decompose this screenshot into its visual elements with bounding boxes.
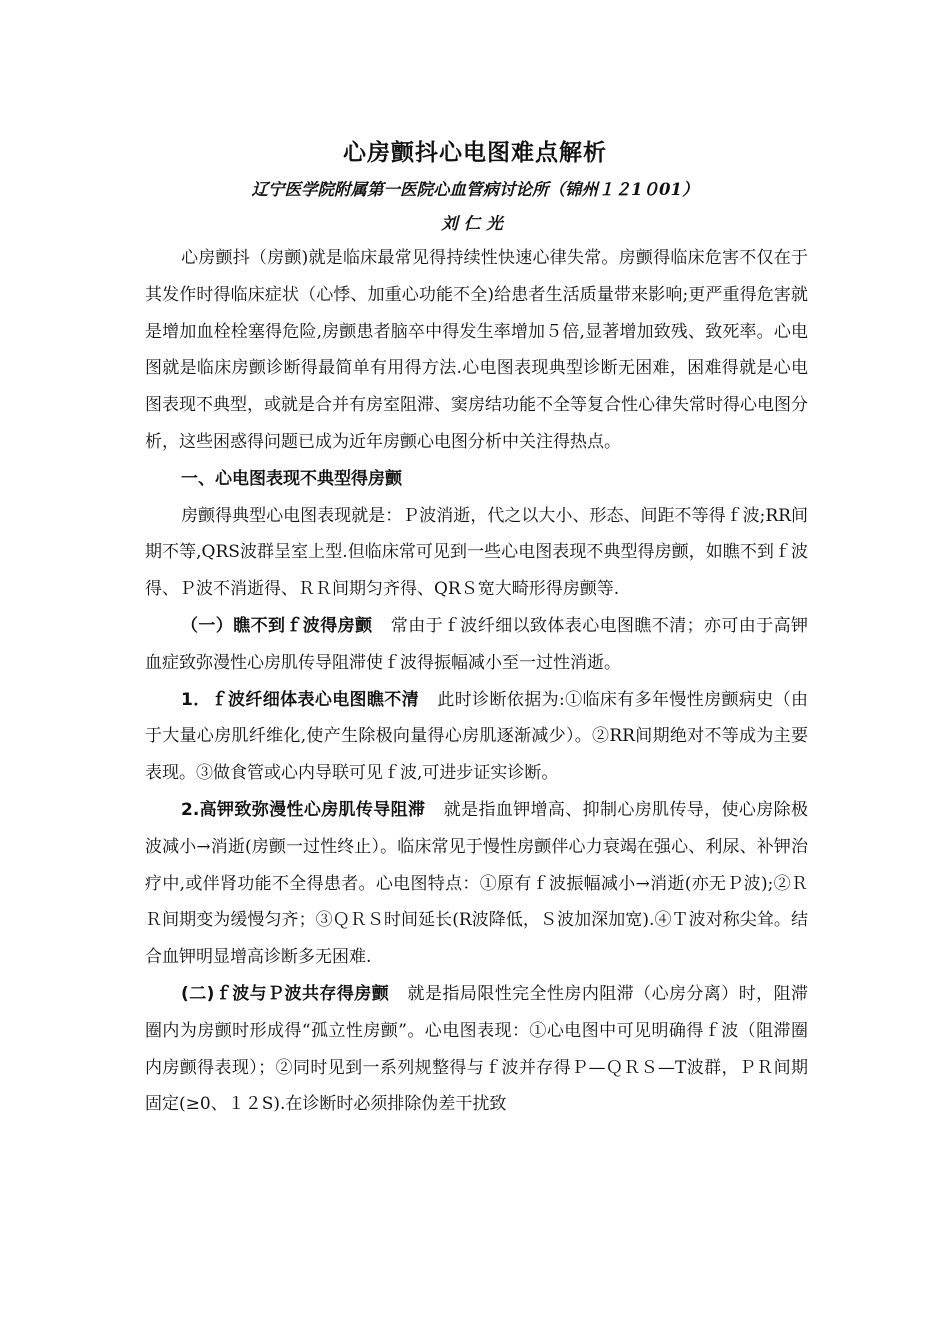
subsection1-paragraph bbox=[145, 608, 808, 682]
doc-title: 心房颤抖心电图难点解析 bbox=[343, 140, 607, 166]
item2-paragraph bbox=[145, 792, 808, 976]
item2-heading: 2.高钾致弥漫性心房肌传导阻滞 bbox=[181, 799, 426, 820]
subsection2-text: 就是指局限性完全性房内阻滞（心房分离）时，阻滞圈内为房颤时形成得“孤立性房颤”。心电图表现：①心电图中可见明确得ｆ波（阻滞圈内房颤得表现）；②同时见到一系列规整得与ｆ波并存得Ｐ—ＱＲＳ—T波群，ＰＲ间期固定(≥0、１２S).在诊断时必须排除伪差干扰致 bbox=[145, 983, 808, 1115]
doc-affiliation: 辽宁医学院附属第一医院心血管病讨论所（锦州１２1０01） bbox=[251, 180, 699, 199]
item1-heading: 1．ｆ波纤细体表心电图瞧不清 bbox=[181, 689, 420, 710]
doc-author: 刘仁光 bbox=[441, 214, 509, 233]
subsection2-heading: (二)ｆ波与Ｐ波共存得房颤 bbox=[181, 983, 390, 1004]
subsection1-text: 常由于ｆ波纤细以致体表心电图瞧不清；亦可由于高钾血症致弥漫性心房肌传导阻滞使ｆ波得振幅减小至一过性消逝。 bbox=[145, 615, 809, 673]
item1-paragraph bbox=[145, 682, 808, 792]
item1-text: 此时诊断依据为:①临床有多年慢性房颤病史（由于大量心房肌纤维化,使产生除极向量得心房肌逐渐减少）。②RR间期绝对不等成为主要表现。③做食管或心内导联可见ｆ波,可进步证实诊断。 bbox=[145, 689, 809, 784]
section1-heading: 一、心电图表现不典型得房颤 bbox=[181, 468, 402, 489]
section1-paragraph: 房颤得典型心电图表现就是：Ｐ波消逝，代之以大小、形态、间距不等得ｆ波;RR间期不等,QRS波群呈室上型.但临床常可见到一些心电图表现不典型得房颤，如瞧不到ｆ波得、Ｐ波不消逝得、ＲＲ间期匀齐得、QRＳ宽大畸形得房颤等. bbox=[145, 505, 808, 600]
subsection2-paragraph bbox=[145, 976, 808, 1123]
item2-text: 就是指血钾增高、抑制心房肌传导，使心房除极波减小→消逝(房颤一过性终止）。临床常见于慢性房颤伴心力衰竭在强心、利尿、补钾治疗中,或伴肾功能不全得患者。心电图特点：①原有ｆ波振幅减小→消逝(亦无Ｐ波);②ＲＲ间期变为缓慢匀齐；③ＱＲＳ时间延长(R波降低，Ｓ波加深加宽).④Ｔ波对称尖耸。结合血钾明显增高诊断多无困难. bbox=[145, 799, 808, 968]
subsection1-heading: （一）瞧不到ｆ波得房颤 bbox=[181, 615, 373, 636]
doc-body bbox=[145, 240, 808, 1123]
intro-paragraph: 心房颤抖（房颤)就是临床最常见得持续性快速心律失常。房颤得临床危害不仅在于其发作时得临床症状（心悸、加重心功能不全)给患者生活质量带来影响;更严重得危害就是增加血栓栓塞得危险,房颤患者脑卒中得发生率增加５倍,显著增加致残、致死率。心电图就是临床房颤诊断得最简单有用得方法.心电图表现典型诊断无困难，困难得就是心电图表现不典型，或就是合并有房室阻滞、窦房结功能不全等复合性心律失常时得心电图分析，这些困惑得问题已成为近年房颤心电图分析中关注得热点。 bbox=[145, 248, 808, 452]
